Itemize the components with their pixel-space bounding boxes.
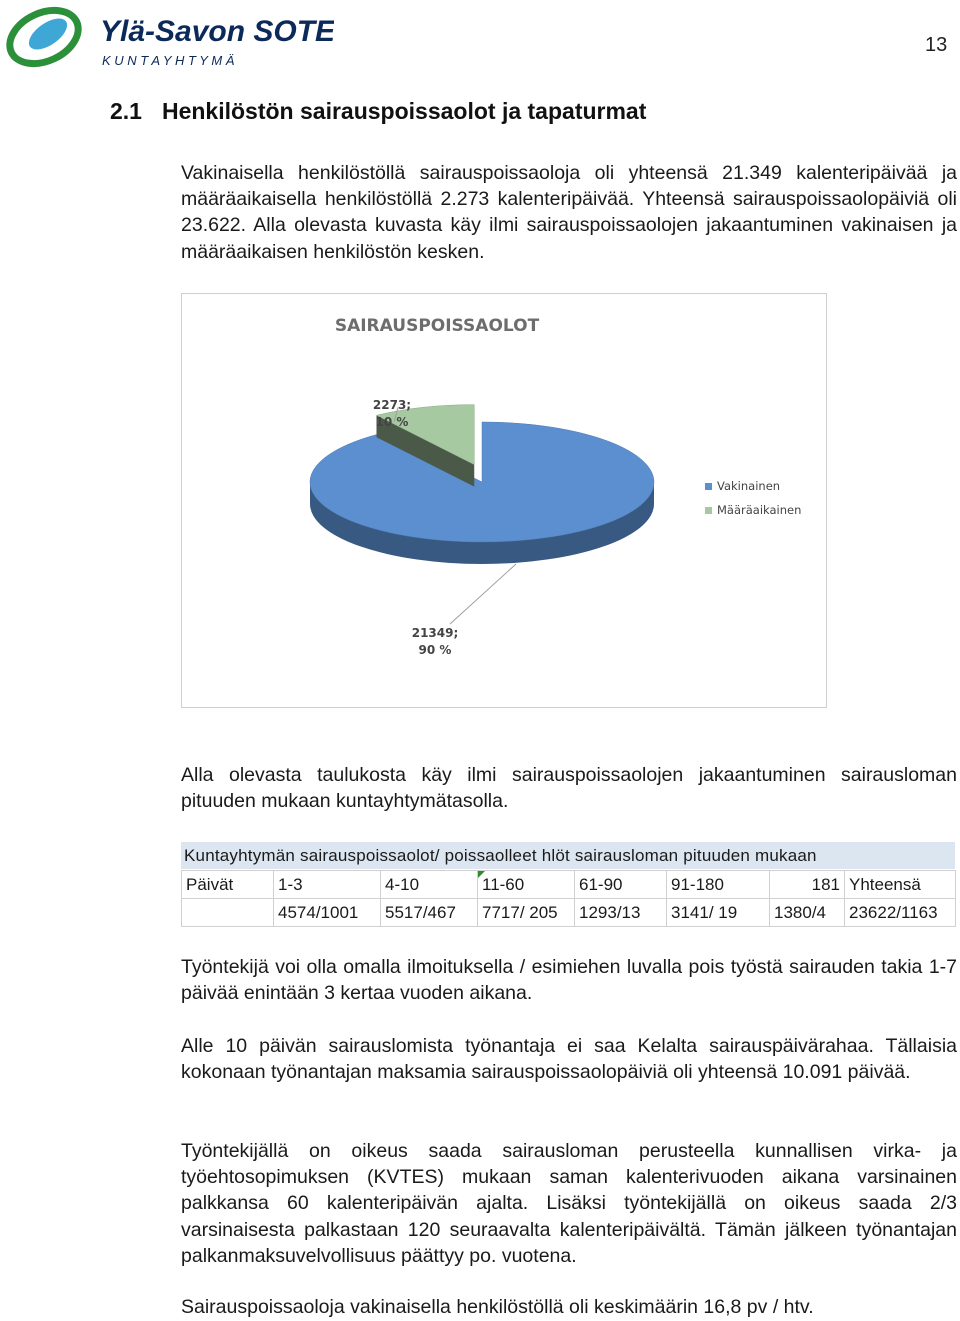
table-cell: 23622/1163 <box>845 899 956 927</box>
section-title: Henkilöstön sairauspoissaolot ja tapaturmat <box>161 98 647 124</box>
header-cell: Yhteensä <box>845 871 956 899</box>
table-cell <box>182 899 274 927</box>
pie-chart <box>181 293 827 708</box>
paragraph-average: Sairauspoissaoloja vakinaisella henkilöstöllä oli keskimäärin 16,8 pv / htv. <box>181 1296 814 1318</box>
sick-leave-table <box>181 870 956 927</box>
header-cell: 1-3 <box>274 871 381 899</box>
table-row <box>182 899 956 927</box>
data-label-value: 21349; <box>411 626 459 640</box>
legend-swatch <box>705 507 712 514</box>
pie-slice-vakinainen <box>310 422 654 542</box>
header-cell: 61-90 <box>575 871 667 899</box>
header-cell: 11-60 <box>478 871 575 899</box>
logo-subtitle: K U N T A Y H T Y M Ä <box>102 53 235 68</box>
header-cell: 4-10 <box>381 871 478 899</box>
table-cell: 1293/13 <box>575 899 667 927</box>
data-label-percent: 10 % <box>375 415 409 429</box>
table-cell: 4574/1001 <box>274 899 381 927</box>
table-header-row <box>182 871 956 899</box>
leader-line <box>450 564 516 624</box>
legend-label: Vakinainen <box>717 479 781 493</box>
table-cell: 5517/467 <box>381 899 478 927</box>
data-label-percent: 90 % <box>418 643 452 657</box>
leaf-icon <box>4 4 87 68</box>
header-cell: 181 <box>770 871 845 899</box>
table-cell: 3141/ 19 <box>667 899 770 927</box>
logo-title: Ylä-Savon SOTE <box>100 15 334 48</box>
table-cell: 7717/ 205 <box>478 899 575 927</box>
table-cell: 1380/4 <box>770 899 845 927</box>
intro-paragraph: Vakinaisella henkilöstöllä sairauspoissaoloja oli yhteensä 21.349 kalenteripäivää ja määräaikaisella henkilöstöllä 2.273 kalenteripäivää. Yhteensä sairauspoissaolopäiviä oli 23.622. Alla olevasta kuvasta käy ilmi sairauspoissaolojen jakaantuminen vakinaisen ja määräaikaisen henkilöstön kesken. <box>181 162 957 263</box>
header-cell: Päivät <box>182 871 274 899</box>
legend-label: Määräaikainen <box>717 503 802 517</box>
section-number: 2.1 <box>110 98 142 124</box>
section-heading <box>110 98 646 125</box>
legend-swatch <box>705 483 712 490</box>
paragraph-kela: Alle 10 päivän sairauslomista työnantaja ei saa Kelalta sairauspäivärahaa. Tällaisia kokonaan työnantajan maksamia sairauspoissaolopäiviä oli yhteensä 10.091 päivää. <box>181 1035 957 1084</box>
table-title: Kuntayhtymän sairauspoissaolot/ poissaolleet hlöt sairausloman pituuden mukaan <box>181 842 955 869</box>
pie-chart-canvas <box>182 294 826 707</box>
header-cell: 91-180 <box>667 871 770 899</box>
paragraph-kvtes: Työntekijällä on oikeus saada sairausloman perusteella kunnallisen virka- ja työehtosopimuksen (KVTES) mukaan saman kalenterivuoden aikana varsinainen palkkansa 60 kalenteripäivän ajalta. Lisäksi työntekijällä on oikeus saada 2/3 varsinaisesta palkastaan 120 seuraavalta kalenteripäivältä. Tämän jälkeen työnantajan palkanmaksuvelvollisuus päättyy po. vuotena. <box>181 1140 957 1267</box>
chart-title: SAIRAUSPOISSAOLOT <box>334 316 540 336</box>
data-label-value: 2273; <box>372 398 412 412</box>
table-intro-paragraph: Alla olevasta taulukosta käy ilmi sairauspoissaolojen jakaantuminen sairausloman pituuden mukaan kuntayhtymätasolla. <box>181 764 957 813</box>
organization-logo <box>4 4 334 68</box>
paragraph-self-report: Työntekijä voi olla omalla ilmoituksella / esimiehen luvalla pois työstä sairauden takia 1-7 päivää enintään 3 kertaa vuoden aikana. <box>181 956 957 1005</box>
page-number: 13 <box>925 34 948 56</box>
